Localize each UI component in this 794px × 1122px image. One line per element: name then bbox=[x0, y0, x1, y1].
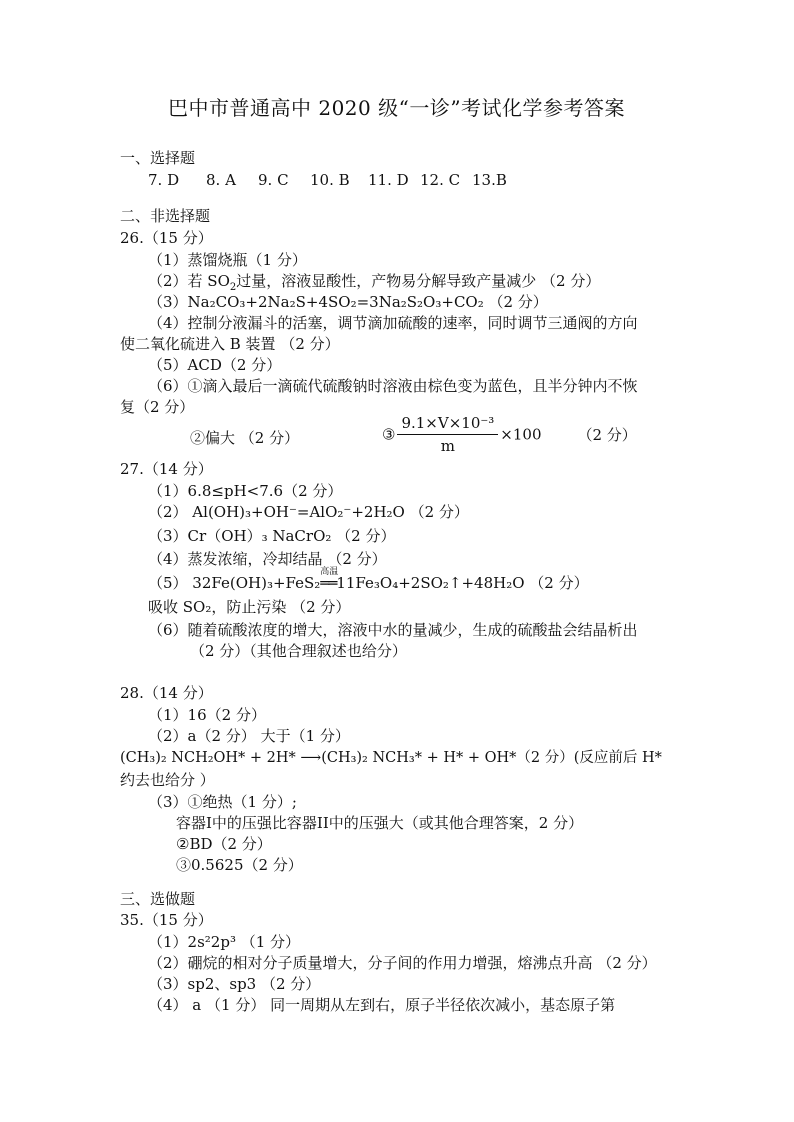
q35-answer-3: （3）sp2、sp3 （2 分） bbox=[148, 975, 321, 993]
answer-10: 10. B bbox=[310, 171, 350, 189]
q26-answer-6-3 bbox=[382, 414, 637, 455]
q27-answer-6-line1: （6）随着硫酸浓度的增大，溶液中水的量减少，生成的硫酸盐会结晶析出 bbox=[148, 621, 638, 639]
q35-answer-1: （1）2s²2p³ （1 分） bbox=[148, 933, 301, 951]
q35-header: 35.（15 分） bbox=[120, 911, 213, 929]
q27-answer-3: （3）Cr（OH）₃ NaCrO₂ （2 分） bbox=[148, 527, 396, 545]
q27-answer-6-line2: （2 分）（其他合理叙述也给分） bbox=[190, 642, 407, 660]
q27-answer-5-extra: 吸收 SO₂，防止污染 （2 分） bbox=[148, 598, 351, 616]
q26-a6-3-tail: ×100 bbox=[500, 425, 542, 444]
q26-answer-6-line1: （6）①滴入最后一滴硫代硫酸钠时溶液由棕色变为蓝色，且半分钟内不恢 bbox=[148, 377, 638, 395]
section-heading-nonchoice: 二、非选择题 bbox=[120, 207, 211, 225]
q26-a2-post: 过量，溶液显酸性，产物易分解导致产量减少 （2 分） bbox=[236, 272, 601, 290]
answer-11: 11. D bbox=[368, 171, 409, 189]
page-title: 巴中市普通高中 2020 级“一诊”考试化学参考答案 bbox=[168, 96, 626, 120]
q27-header: 27.（14 分） bbox=[120, 460, 213, 478]
equals-sign: ══ bbox=[320, 574, 337, 592]
fraction-numerator: 9.1×V×10⁻³ bbox=[397, 414, 498, 435]
q26-answer-4-line2: 使二氧化硫进入 B 装置 （2 分） bbox=[120, 335, 340, 353]
q28-equation: (CH₃)₂ NCH₂OH* + 2H* ⟶(CH₃)₂ NCH₃* + H* + OH*（2 分）(反应前后 H* bbox=[120, 750, 662, 766]
q26-answer-6-2: ②偏大 （2 分） bbox=[190, 429, 300, 447]
choice-answers bbox=[148, 170, 507, 190]
q27-answer-4: （4）蒸发浓缩，冷却结晶 （2 分） bbox=[148, 550, 387, 568]
q26-answer-1: （1）蒸馏烧瓶（1 分） bbox=[148, 251, 307, 269]
answer-12: 12. C bbox=[420, 171, 461, 189]
condition-equals-sign bbox=[320, 567, 339, 593]
q26-a2-pre: （2）若 SO bbox=[148, 272, 230, 290]
section-heading-optional: 三、选做题 bbox=[120, 890, 196, 908]
q26-answer-6-line2: 复（2 分） bbox=[120, 398, 195, 416]
answer-9: 9. C bbox=[258, 171, 289, 189]
q26-a6-3-mark: ③ bbox=[382, 425, 396, 444]
answer-8: 8. A bbox=[206, 171, 236, 189]
fraction-denominator: m bbox=[440, 437, 455, 455]
q27-a5-post: 11Fe₃O₄+2SO₂↑+48H₂O （2 分） bbox=[336, 574, 589, 592]
q35-answer-4: （4） a （1 分） 同一周期从左到右，原子半径依次减小，基态原子第 bbox=[148, 996, 616, 1014]
answer-13: 13.B bbox=[472, 171, 507, 189]
section-heading-choice: 一、选择题 bbox=[120, 149, 196, 167]
q26-answer-4-line1: （4）控制分液漏斗的活塞，调节滴加硫酸的速率，同时调节三通阀的方向 bbox=[148, 314, 638, 332]
q26-header: 26.（15 分） bbox=[120, 229, 213, 247]
q26-a2-sub: 2 bbox=[229, 282, 237, 293]
q35-answer-2: （2）硼烷的相对分子质量增大，分子间的作用力增强，熔沸点升高 （2 分） bbox=[148, 954, 657, 972]
fraction bbox=[397, 414, 498, 455]
answer-7: 7. D bbox=[148, 171, 180, 189]
q26-a6-3-score: （2 分） bbox=[577, 425, 637, 444]
q27-answer-2: （2） Al(OH)₃+OH⁻=AlO₂⁻+2H₂O （2 分） bbox=[148, 503, 469, 521]
q28-header: 28.（14 分） bbox=[120, 684, 213, 702]
q26-answer-3: （3）Na₂CO₃+2Na₂S+4SO₂=3Na₂S₂O₃+CO₂ （2 分） bbox=[148, 293, 548, 311]
q28-answer-3-1b: 容器I中的压强比容器II中的压强大（或其他合理答案，2 分） bbox=[176, 814, 584, 832]
q27-a5-pre: （5） 32Fe(OH)₃+FeS₂ bbox=[148, 574, 321, 592]
condition-label: 高温 bbox=[320, 567, 339, 577]
q28-answer-1: （1）16（2 分） bbox=[148, 706, 266, 724]
q28-answer-3-2: ②BD（2 分） bbox=[176, 835, 272, 853]
q26-answer-2 bbox=[148, 271, 600, 291]
q26-answer-5: （5）ACD（2 分） bbox=[148, 356, 282, 374]
q27-answer-5 bbox=[148, 567, 589, 593]
q28-answer-3-3: ③0.5625（2 分） bbox=[176, 856, 303, 874]
q27-answer-1: （1）6.8≤pH<7.6（2 分） bbox=[148, 482, 343, 500]
q28-answer-2: （2）a（2 分） 大于（1 分） bbox=[148, 727, 350, 745]
q28-equation-note: 约去也给分 ） bbox=[120, 771, 215, 789]
q28-answer-3-1: （3）①绝热（1 分）; bbox=[148, 793, 297, 811]
